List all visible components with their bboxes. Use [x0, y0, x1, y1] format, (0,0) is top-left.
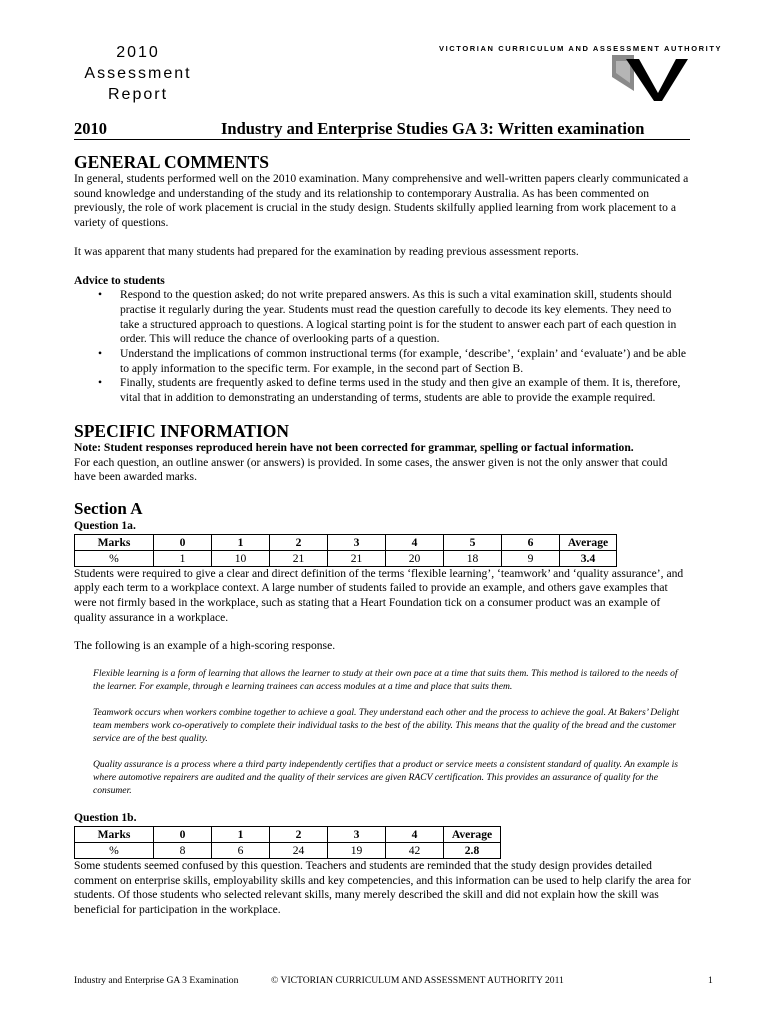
advice-heading: Advice to students: [74, 273, 165, 287]
marks-cell: 1: [212, 534, 270, 550]
report-body: [74, 152, 692, 918]
question-1b-label: Question 1b.: [74, 811, 137, 825]
marks-cell: 3: [328, 826, 386, 842]
question-1b-paragraph-1: Some students seemed confused by this question. Teachers and students are reminded that the study design provides detailed comment on enterprise skills, employability skills and key competencies, and this information can be used to help clarify the area for students. Of those students who selected relevant skills, many merely described the skill and did not explain how the skill was beneficial for participation in the workplace.: [74, 858, 691, 916]
specific-paragraph-1: For each question, an outline answer (or answers) is provided. In some cases, the answer given is not the only answer that could have been awarded marks.: [74, 455, 668, 484]
percent-cell: 9: [502, 550, 560, 566]
question-1a-marks-table: [74, 534, 617, 567]
marks-cell: 3: [328, 534, 386, 550]
page-number: 1: [708, 975, 713, 986]
advice-item: • Respond to the question asked; do not write prepared answers. As this is such a vital examination skill, students should practise it regularly during the year. Students must read the question carefully to decode its key elements. They need to take a structured approach to questions. A logical starting point is for the student to answer each part of each question in order. This will reduce the chance of overlooking parts of a question.: [74, 288, 692, 347]
title-subject: Industry and Enterprise Studies GA 3: Written examination: [221, 119, 645, 138]
report-year: 2010: [116, 44, 160, 61]
average-value: 3.4: [560, 550, 617, 566]
percent-header: %: [75, 550, 154, 566]
example-response: Quality assurance is a process where a third party independently certifies that a product or service meets a consistent standard of quality. An example is where automotive repairers are audited and the quality of their services are given RACV certification. This provides an assurance of quality for the consumer.: [93, 759, 679, 797]
marks-header: Marks: [75, 534, 154, 550]
marks-cell: 2: [270, 534, 328, 550]
percent-cell: 10: [212, 550, 270, 566]
percent-cell: 24: [270, 842, 328, 858]
marks-cell: 6: [502, 534, 560, 550]
section-a-heading: Section A: [74, 498, 143, 518]
marks-cell: 4: [386, 826, 444, 842]
advice-list: [74, 288, 692, 406]
question-1a-paragraph-1: Students were required to give a clear and direct definition of the terms ‘flexible learning’, ‘teamwork’ and ‘quality assurance’, and apply each term to a workplace context. A large number of students failed to provide an example, and others gave examples that were not firmly based in the workplace, such as stating that a Heart Foundation tick on a consumer product was an example of quality assurance in a workplace.: [74, 566, 684, 624]
percent-cell: 20: [386, 550, 444, 566]
general-comments-heading: GENERAL COMMENTS: [74, 152, 269, 172]
footer-copyright: © VICTORIAN CURRICULUM AND ASSESSMENT AUTHORITY 2011: [271, 975, 564, 986]
example-response: Teamwork occurs when workers combine together to achieve a goal. They understand each other and the process to achieve the goal. At Bakers’ Delight team members work co-operatively to complete their individual tasks to the best of the ability. This means that the quality of the bread and the customer service are of the best quality.: [93, 707, 680, 745]
percent-cell: 1: [154, 550, 212, 566]
specific-information-heading: SPECIFIC INFORMATION: [74, 420, 290, 441]
average-header: Average: [560, 534, 617, 550]
percent-header: %: [75, 842, 154, 858]
footer-subject: Industry and Enterprise GA 3 Examination: [74, 975, 239, 986]
question-1a-paragraph-2: The following is an example of a high-scoring response.: [74, 639, 336, 653]
report-title-bar: [74, 117, 690, 140]
average-header: Average: [444, 826, 501, 842]
percent-cell: 18: [444, 550, 502, 566]
vcaa-logo-icon: [612, 55, 690, 103]
question-1b-marks-table: [74, 826, 501, 859]
percent-cell: 6: [212, 842, 270, 858]
example-response: Flexible learning is a form of learning that allows the learner to study at their own pace at a time that suits them. This method is tailored to the needs of the learner. For example, through e learning trainees can access modules at a time and place that suits them.: [93, 668, 678, 693]
authority-name: VICTORIAN CURRICULUM AND ASSESSMENT AUTHORITY: [439, 44, 723, 53]
percent-cell: 21: [328, 550, 386, 566]
question-1a-label: Question 1a.: [74, 518, 136, 532]
percent-cell: 19: [328, 842, 386, 858]
marks-cell: 0: [154, 826, 212, 842]
percent-cell: 8: [154, 842, 212, 858]
general-paragraph-1: In general, students performed well on the 2010 examination. Many comprehensive and well-written papers clearly communicated a sound knowledge and understanding of the study and its relationship to contemporary Australia. As has been commented on previously, the role of work placement is crucial in the study design. Students skilfully applied learning from work placement to a variety of questions.: [74, 172, 689, 230]
report-word-report: Report: [107, 86, 169, 103]
percent-cell: 21: [270, 550, 328, 566]
marks-cell: 0: [154, 534, 212, 550]
marks-header: Marks: [75, 826, 154, 842]
marks-cell: 1: [212, 826, 270, 842]
average-value: 2.8: [444, 842, 501, 858]
marks-cell: 4: [386, 534, 444, 550]
report-word-assessment: Assessment: [84, 65, 192, 82]
specific-note: Note: Student responses reproduced herein have not been corrected for grammar, spelling or factual information.: [74, 440, 634, 454]
marks-cell: 5: [444, 534, 502, 550]
percent-cell: 42: [386, 842, 444, 858]
advice-item: • Finally, students are frequently asked to define terms used in the study and then give an example of them. It is, therefore, vital that in addition to demonstrating an understanding of terms, students are able to provide the example required.: [74, 376, 692, 405]
marks-cell: 2: [270, 826, 328, 842]
general-paragraph-2: It was apparent that many students had prepared for the examination by reading previous assessment reports.: [74, 244, 579, 258]
advice-item: • Understand the implications of common instructional terms (for example, ‘describe’, ‘explain’ and ‘evaluate’) and be able to apply information to the specific term. For example, in the second part of Section B.: [74, 347, 692, 376]
assessment-report-label: [72, 42, 204, 105]
title-year: 2010: [74, 119, 107, 138]
